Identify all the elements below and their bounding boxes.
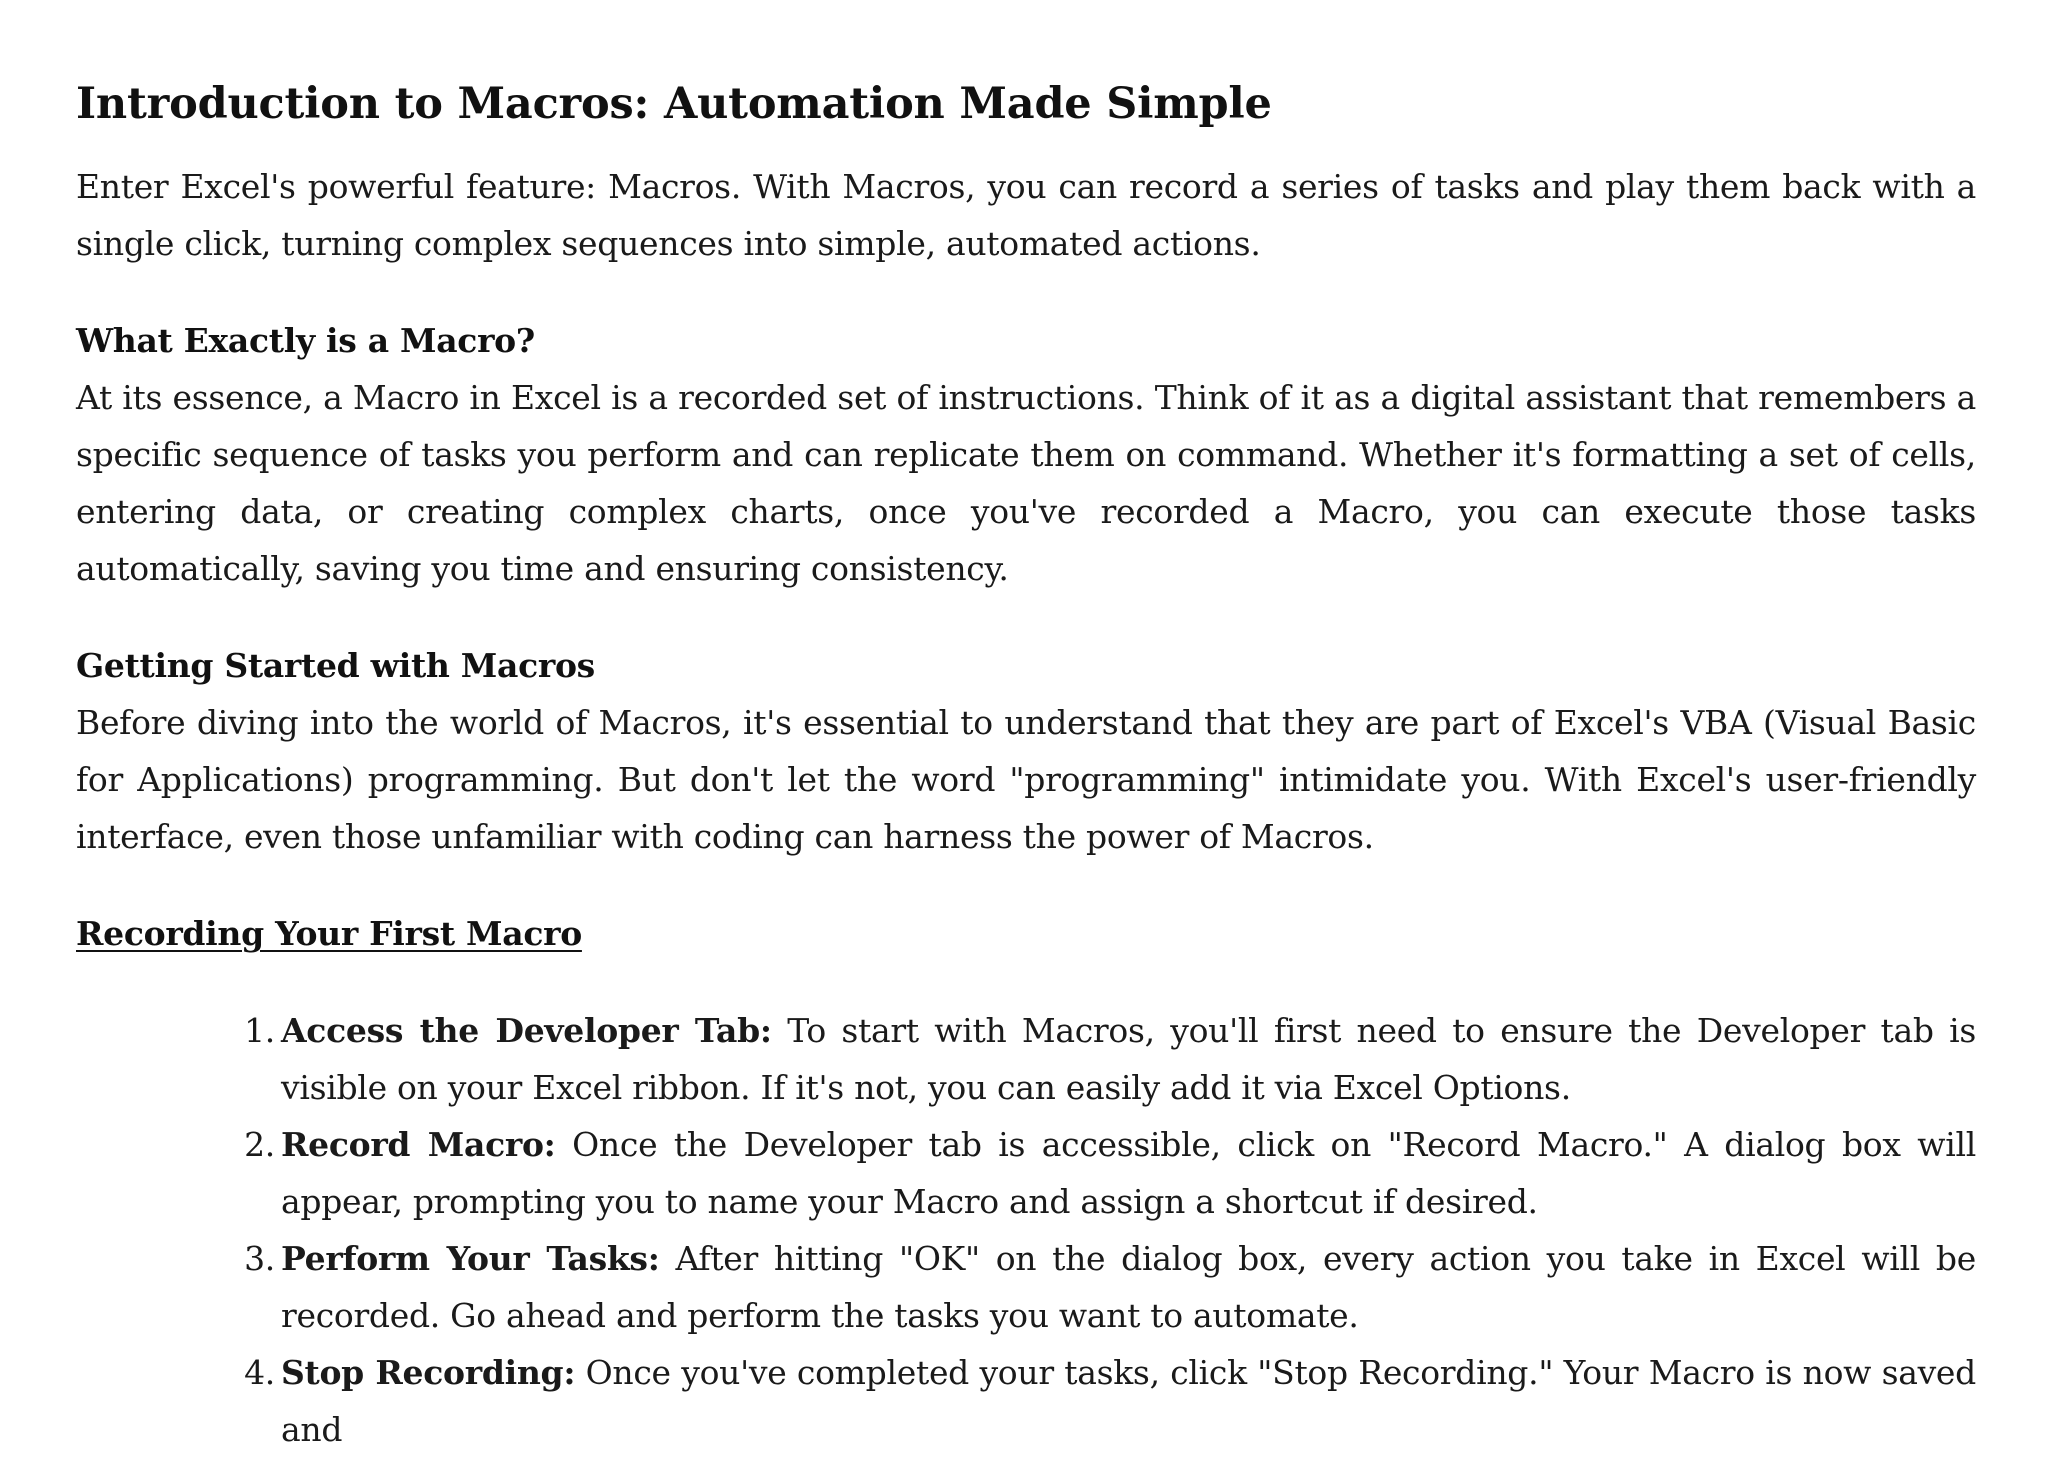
section-getting-started	[76, 637, 1976, 865]
list-item	[244, 1230, 1976, 1344]
step-number: 2.	[244, 1125, 275, 1164]
step-text: Once the Developer tab is accessible, click on "Record Macro." A dialog box will appear, prompting you to name your Macro and assign a shortcut if desired.	[281, 1125, 1976, 1221]
section-body: At its essence, a Macro in Excel is a recorded set of instructions. Think of it as a digital assistant that remembers a specific sequence of tasks you perform and can replicate them on command. Whether it's formatting a set of cells, entering data, or creating complex charts, once you've recorded a Macro, you can execute those tasks automatically, saving you time and ensuring consistency.	[76, 378, 1976, 588]
step-term: Record Macro:	[281, 1125, 556, 1164]
step-term: Access the Developer Tab:	[281, 1011, 772, 1050]
step-term: Stop Recording:	[281, 1353, 576, 1392]
list-item	[244, 1344, 1976, 1458]
step-text: Once you've completed your tasks, click "Stop Recording." Your Macro is now saved and	[281, 1353, 1976, 1449]
section-body: Before diving into the world of Macros, it's essential to understand that they are part of Excel's VBA (Visual Basic for Applications) programming. But don't let the word "programming" intimidate you. With Excel's user-friendly interface, even those unfamiliar with coding can harness the power of Macros.	[76, 703, 1976, 856]
step-term: Perform Your Tasks:	[281, 1239, 660, 1278]
step-number: 3.	[244, 1239, 275, 1278]
page-title: Introduction to Macros: Automation Made Simple	[76, 79, 1272, 129]
step-number: 1.	[244, 1011, 275, 1050]
section-heading: Getting Started with Macros	[76, 646, 595, 685]
step-text: To start with Macros, you'll first need to ensure the Developer tab is visible on your Excel ribbon. If it's not, you can easily add it via Excel Options.	[281, 1011, 1977, 1107]
steps-list	[76, 1002, 1976, 1458]
section-what-is-macro	[76, 312, 1976, 597]
list-item	[244, 1002, 1977, 1116]
step-number: 4.	[244, 1353, 275, 1392]
document-page	[76, 72, 1976, 1458]
list-item	[244, 1116, 1976, 1230]
recording-heading: Recording Your First Macro	[76, 914, 582, 953]
step-text: After hitting "OK" on the dialog box, every action you take in Excel will be recorded. Go ahead and perform the tasks you want to automate.	[281, 1239, 1976, 1335]
section-heading: What Exactly is a Macro?	[76, 321, 535, 360]
intro-paragraph: Enter Excel's powerful feature: Macros. With Macros, you can record a series of tasks and play them back with a single click, turning complex sequences into simple, automated actions.	[76, 167, 1976, 263]
